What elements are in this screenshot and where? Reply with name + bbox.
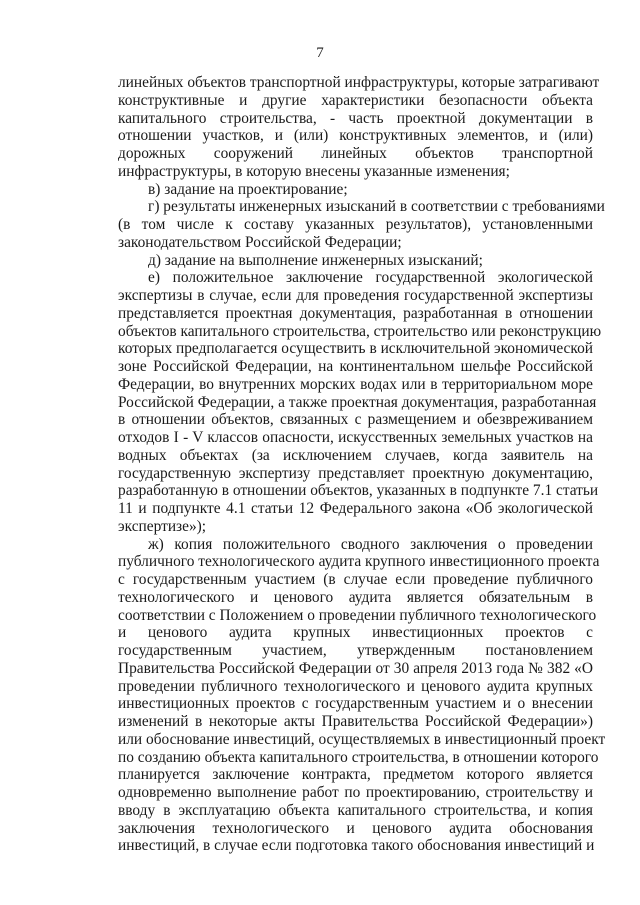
text-line: экспертизе»);	[118, 517, 207, 535]
text-line: экспертизы в случае, если для проведения государственной экспертизы	[118, 287, 593, 304]
text-line: зоне Российской Федерации, на континентальном шельфе Российской	[118, 358, 593, 375]
text-line: водных объектах (за исключением случаев, когда заявитель на	[118, 446, 593, 464]
text-line: Российской Федерации, а также проектная документация, разработанная	[118, 393, 597, 411]
document-body-text	[118, 74, 606, 855]
text-line: заключения технологического и ценового аудита обоснования	[118, 819, 593, 837]
text-line: конструктивные и другие характеристики безопасности объекта	[118, 91, 593, 109]
text-line: по созданию объекта капитального строительства, в отношении которого	[118, 748, 599, 766]
text-line: в отношении объектов, связанных с размещением и обезвреживанием	[118, 411, 593, 429]
text-line: д) задание на выполнение инженерных изысканий;	[148, 251, 483, 269]
text-line: соответствии с Положением о проведении публичного технологического	[118, 606, 597, 624]
text-line: 11 и подпункте 4.1 статьи 12 Федерального закона «Об экологической	[118, 500, 593, 517]
text-line: технологического и ценового аудита является обязательным в	[118, 588, 593, 606]
text-line: разработанную в отношении объектов, указанных в подпункте 7.1 статьи	[118, 482, 599, 500]
text-line: или обоснование инвестиций, осуществляемых в инвестиционный проект	[118, 730, 606, 748]
text-line: с государственным участием (в случае если проведение публичного	[118, 571, 593, 588]
text-line: капитального строительства, - часть проектной документации в	[118, 109, 593, 127]
text-line: законодательством Российской Федерации;	[118, 233, 402, 251]
text-line: проведении публичного технологического и ценового аудита крупных	[118, 677, 593, 695]
text-line: отношении участков, и (или) конструктивных элементов, и (или)	[118, 127, 593, 145]
text-line: изменений в некоторые акты Правительства Российской Федерации»)	[118, 713, 593, 730]
text-line: представляется проектная документация, разработанная в отношении	[118, 304, 593, 322]
text-line: Федерации, во внутренних морских водах или в территориальном море	[118, 375, 593, 393]
text-line: линейных объектов транспортной инфраструктуры, которые затрагивают	[118, 74, 600, 91]
text-line: инфраструктуры, в которую внесены указанные изменения;	[118, 162, 510, 180]
text-line: е) положительное заключение государственной экологической	[148, 269, 593, 287]
text-line: публичного технологического аудита крупного инвестиционного проекта	[118, 553, 600, 571]
text-line: в) задание на проектирование;	[148, 180, 348, 198]
text-line: (в том числе к составу указанных результатов), установленными	[118, 216, 593, 233]
text-line: дорожных сооружений линейных объектов транспортной	[118, 145, 593, 162]
text-line: государственную экспертизу представляет проектную документацию,	[118, 464, 593, 482]
text-line: ж) копия положительного сводного заключения о проведении	[148, 535, 593, 553]
text-line: отходов I - V классов опасности, искусственных земельных участков на	[118, 429, 593, 446]
text-line: инвестиционных проектов с государственным участием и о внесении	[118, 695, 593, 713]
page-number: 7	[316, 45, 324, 61]
text-line: и ценового аудита крупных инвестиционных проектов с	[118, 624, 593, 642]
text-line: объектов капитального строительства, строительство или реконструкцию	[118, 322, 602, 340]
text-line: г) результаты инженерных изысканий в соответствии с требованиями	[148, 198, 605, 216]
text-line: вводу в эксплуатацию объекта капитального строительства, и копия	[118, 801, 593, 819]
text-line: инвестиций, в случае если подготовка такого обоснования инвестиций и	[118, 837, 595, 855]
text-line: планируется заключение контракта, предметом которого является	[118, 766, 593, 784]
text-line: государственным участием, утвержденным постановлением	[118, 642, 593, 659]
text-line: Правительства Российской Федерации от 30 апреля 2013 года № 382 «О	[118, 659, 593, 677]
text-line: одновременно выполнение работ по проектированию, строительству и	[118, 784, 593, 801]
text-line: которых предполагается осуществить в исключительной экономической	[118, 340, 593, 358]
